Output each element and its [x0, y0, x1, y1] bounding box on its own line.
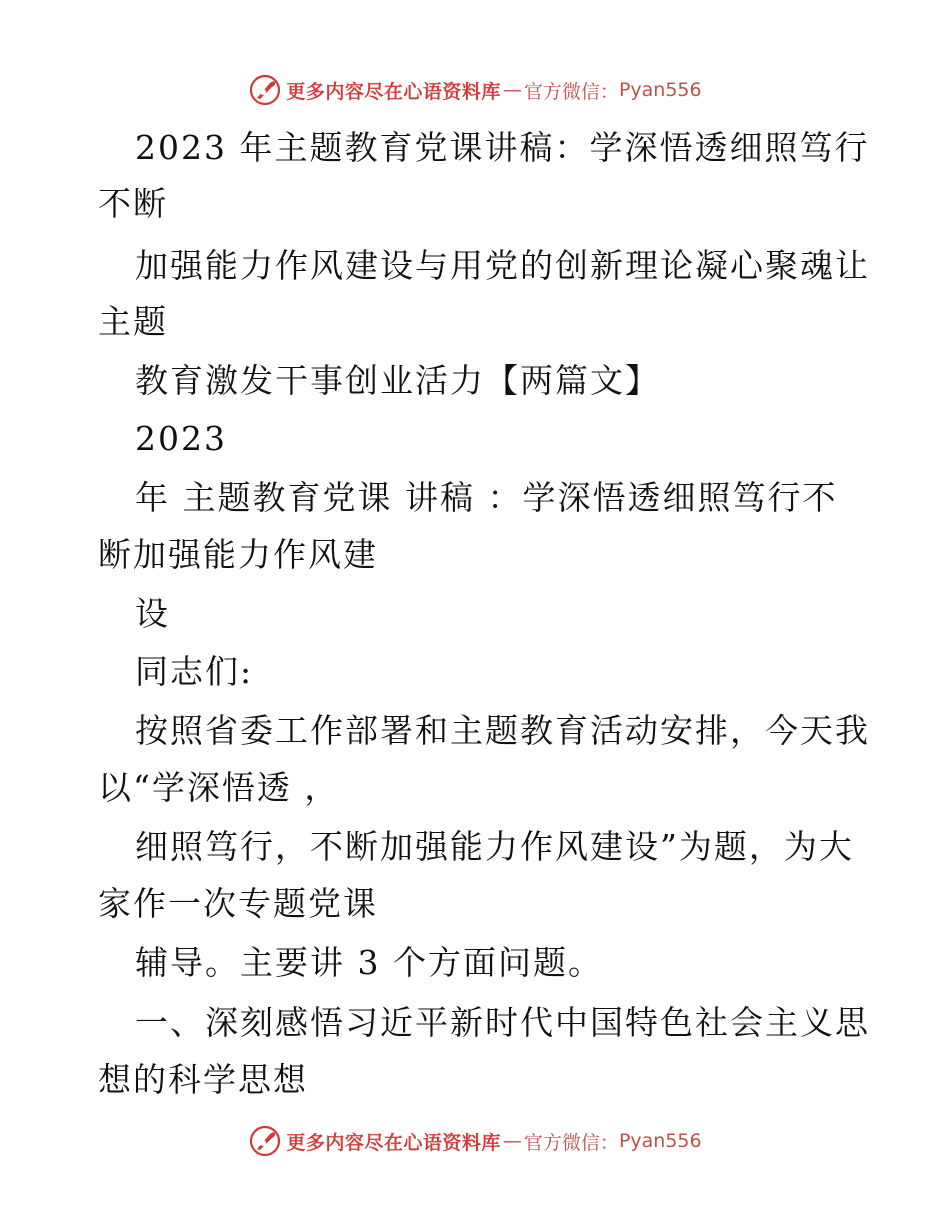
- quill-pen-logo-icon: [248, 73, 282, 107]
- subtitle-year: 2023: [135, 419, 227, 458]
- quill-pen-logo-icon: [248, 1124, 282, 1158]
- title-line-2: 不断: [98, 184, 168, 223]
- watermark-wechat-label: 官方微信：: [523, 1131, 619, 1154]
- section-heading-line-1: 一、深刻感悟习近平新时代中国特色社会主义思: [135, 1003, 870, 1042]
- watermark-wechat-id: Pyan556: [618, 79, 702, 101]
- title-line-5: 教育激发干事创业活力【两篇文】: [135, 361, 660, 400]
- footer-watermark: [0, 1121, 950, 1161]
- paragraph-line-4: 家作一次专题党课: [98, 884, 378, 923]
- salutation: 同志们:: [135, 652, 254, 691]
- paragraph-line-5: 辅导。主要讲 3 个方面问题。: [135, 943, 603, 982]
- watermark-dash: —: [502, 1130, 522, 1152]
- title-line-4: 主题: [98, 302, 168, 341]
- watermark-brand: 更多内容尽在心语资料库: [286, 1131, 501, 1154]
- paragraph-line-2: 以“学深悟透 ，: [98, 768, 340, 807]
- watermark-brand: 更多内容尽在心语资料库: [286, 80, 501, 103]
- title-line-3: 加强能力作风建设与用党的创新理论凝心聚魂让: [135, 246, 870, 285]
- header-watermark: [0, 70, 950, 110]
- watermark-dash: —: [502, 79, 522, 101]
- watermark-wechat-id: Pyan556: [618, 1130, 702, 1152]
- paragraph-line-1: 按照省委工作部署和主题教育活动安排，今天我: [135, 711, 870, 750]
- title-line-1: 2023 年主题教育党课讲稿：学深悟透细照笃行: [135, 128, 870, 167]
- subtitle-line-1: 年 主题教育党课 讲稿 ：学深悟透细照笃行不: [135, 478, 838, 517]
- watermark-wechat-label: 官方微信：: [523, 80, 619, 103]
- section-heading-line-2: 想的科学思想: [98, 1060, 308, 1099]
- subtitle-line-2: 断加强能力作风建: [98, 535, 378, 574]
- paragraph-line-3: 细照笃行，不断加强能力作风建设”为题，为大: [135, 827, 854, 866]
- subtitle-line-3: 设: [135, 594, 170, 633]
